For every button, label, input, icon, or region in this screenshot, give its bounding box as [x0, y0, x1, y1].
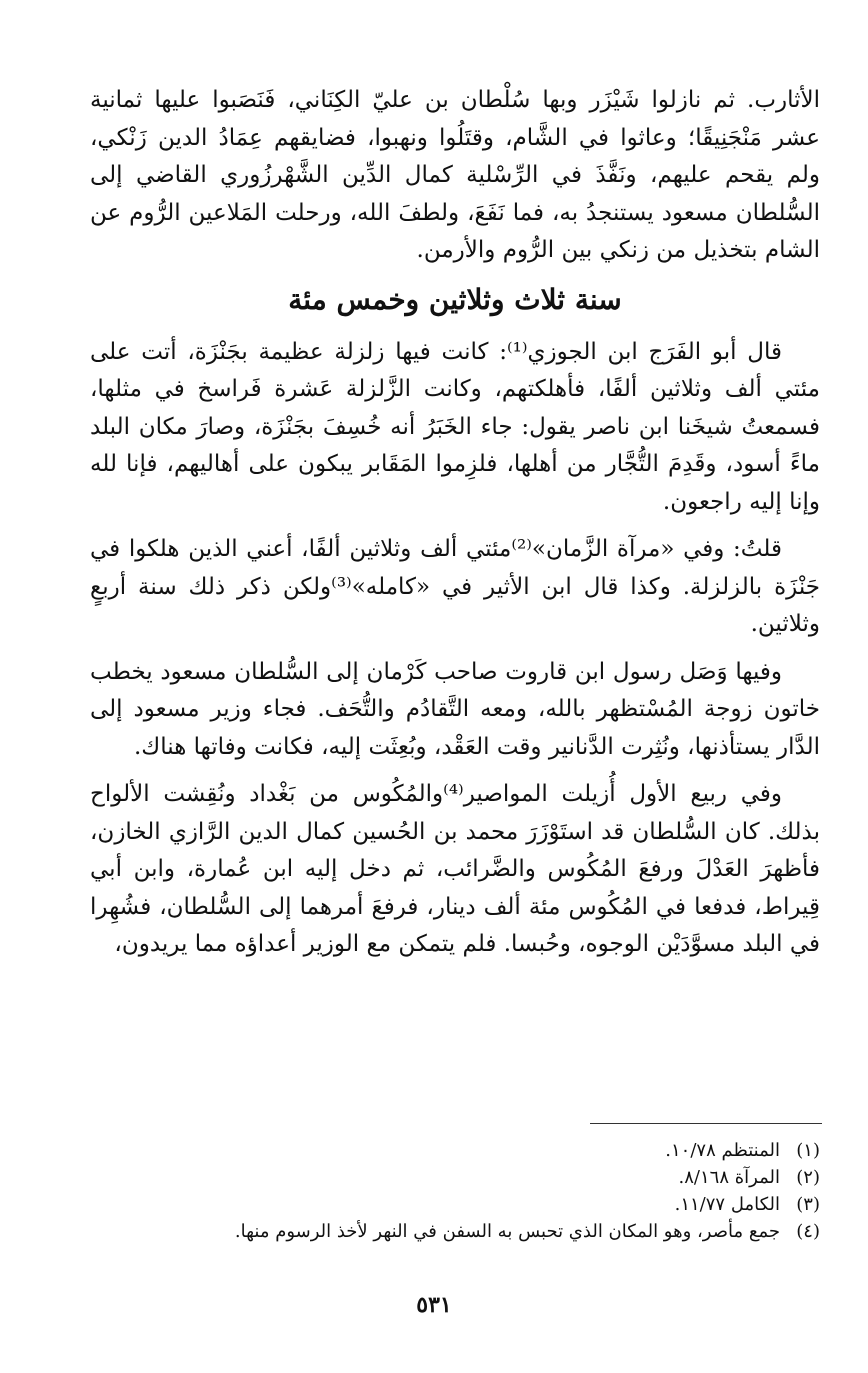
page-number: ٥٣١	[416, 1292, 452, 1318]
footnote-number: (٤)	[796, 1221, 820, 1242]
page-body	[90, 82, 820, 974]
footnote-number: (١)	[796, 1140, 820, 1161]
paragraph-3: وفيها وَصَل رسول ابن قاروت صاحب كَرْمان إلى السُّلطان مسعود يخطب خاتون زوجة المُسْتظهر بالله، ومعه التَّقادُم والتُّحَف. فجاء وزير مسعود إلى الدَّار يستأذنها، ونُثِرت الدَّنانير وقت العَقْد، وبُعِثَت إليه، فكانت وفاتها هناك.	[90, 658, 820, 760]
footnote-number: (٢)	[796, 1167, 820, 1188]
footnote-text: المرآة ٨/١٦٨.	[678, 1167, 780, 1188]
footnote-text: المنتظم ١٠/٧٨.	[665, 1140, 780, 1161]
paragraph-1: قال أبو الفَرَج ابن الجوزي⁽¹⁾: كانت فيها زلزلة عظيمة بجَنْزَة، أتت على مئتي ألف وثلاثين ألفًا، فأهلكتهم، وكانت الزَّلزلة عَشرة فَراسخ في مثلها، فسمعتُ شيخَنا ابن ناصر يقول: جاء الخَبَرُ أنه خُسِفَ بجَنْزَة، وصارَ مكان البلد ماءً أسود، وقَدِمَ التُّجَّار من أهلها، فلزِموا المَقَابر يبكون على أهاليهم، فإنا لله وإنا إليه راجعون.	[90, 338, 820, 515]
paragraph-2: قلتُ: وفي «مرآة الزَّمان»⁽²⁾مئتي ألف وثلاثين ألفًا، أعني الذين هلكوا في جَنْزَة بالزلزلة. وكذا قال ابن الأثير في «كامله»⁽³⁾ولكن ذكر ذلك سنة أربعٍ وثلاثين.	[90, 536, 820, 637]
footnote-divider	[590, 1123, 822, 1124]
paragraph-4: وفي ربيع الأول أُزيلت المواصير⁽⁴⁾والمُكُوس من بَغْداد ونُقِشت الألواح بذلك. كان السُّلطان قد استَوْزَرَ محمد بن الحُسين كمال الدين الرَّازي الخازن، فأظهرَ العَدْلَ ورفعَ المُكُوس والضَّرائب، ثم دخل إليه ابن عُمارة، وابن أبي قِيراط، فدفعا في المُكُوس مئة ألف دينار، فرفعَ أمرهما إلى السُّلطان، فشُهِرا في البلد مسوَّدَيْن الوجوه، وحُبسا. فلم يتمكن مع الوزير أعداؤه مما يريدون،	[90, 781, 820, 957]
footnote-text: الكامل ١١/٧٧.	[674, 1194, 780, 1215]
footnote-text: جمع مأصر، وهو المكان الذي تحبس به السفن في النهر لأخذ الرسوم منها.	[234, 1221, 780, 1242]
footnote-item	[120, 1164, 820, 1191]
footnote-item	[120, 1137, 820, 1164]
footnote-item	[120, 1191, 820, 1218]
footnote-number: (٣)	[796, 1194, 820, 1215]
paragraph-continuation: الأثارب. ثم نازلوا شَيْزَر وبها سُلْطان بن عليّ الكِنَاني، فَنَصَبوا عليها ثمانية عشر مَنْجَنِيقًا؛ وعاثوا في الشَّام، وقتَلُوا ونهبوا، فضايقهم عِمَادُ الدين زَنْكي، ولم يقحم عليهم، ونَفَّذَ في الرِّسْلية كمال الدِّين الشَّهْرزُوري القاضي إلى السُّلطان مسعود يستنجدُ به، فما نَفَعَ، ولطفَ الله، ورحلت المَلاعين الرُّوم عن الشام بتخذيل من زنكي بين الرُّوم والأرمن.	[90, 87, 820, 263]
footnote-item	[120, 1218, 820, 1245]
section-heading: سنة ثلاث وثلاثين وخمس مئة	[288, 282, 622, 316]
footnotes	[120, 1137, 820, 1245]
